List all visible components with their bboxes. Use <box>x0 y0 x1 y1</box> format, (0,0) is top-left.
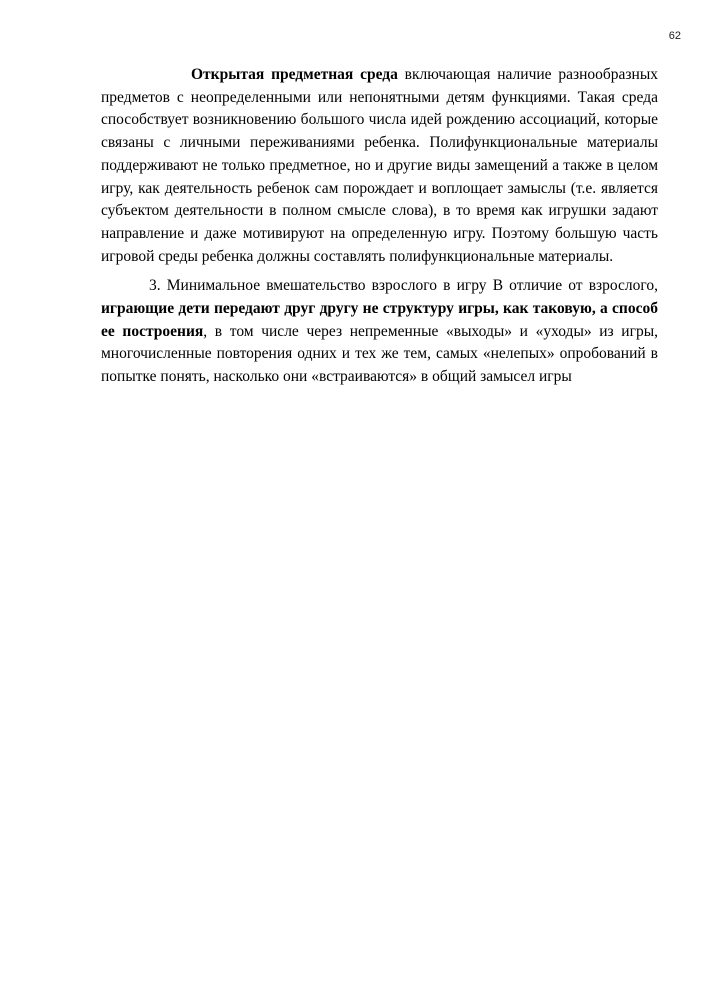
paragraph-bold-phrase: играющие дети передают друг другу не структуру игры, как таковую, а способ ее построения <box>101 300 658 340</box>
paragraph-minimal-intervention <box>101 275 658 389</box>
document-body <box>101 64 658 389</box>
list-number: 3. <box>149 277 161 295</box>
page-number: 62 <box>668 30 681 42</box>
paragraph-text: включающая наличие разнообразных предметов с неопределенными или непонятными детям функциями. Такая среда способствует возникновению большого числа идей рождению ассоциаций, которые связаны с личными переживаниями ребенка. Полифункциональные материалы поддерживают не только предметное, но и другие виды замещений а также в целом игру, как деятельность ребенок сам порождает и воплощает замыслы (т.е. является субъектом деятельности в полном смысле слова), в то время как игрушки задают направление и даже мотивируют на определенную игру. Поэтому большую часть игровой среды ребенка должны составлять полифункциональные материалы. <box>101 66 658 265</box>
paragraph-tail: , в том числе через непременные «выходы» и «уходы» из игры, многочисленные повторения одних и тех же тем, самых «нелепых» опробований в попытке понять, насколько они «встраиваются» в общий замысел игры <box>101 322 658 386</box>
paragraph-lead: Минимальное вмешательство взрослого в игру В отличие от взрослого, <box>160 277 658 295</box>
paragraph-lead-bold: Открытая предметная среда <box>191 66 398 83</box>
paragraph-open-environment <box>101 64 658 268</box>
